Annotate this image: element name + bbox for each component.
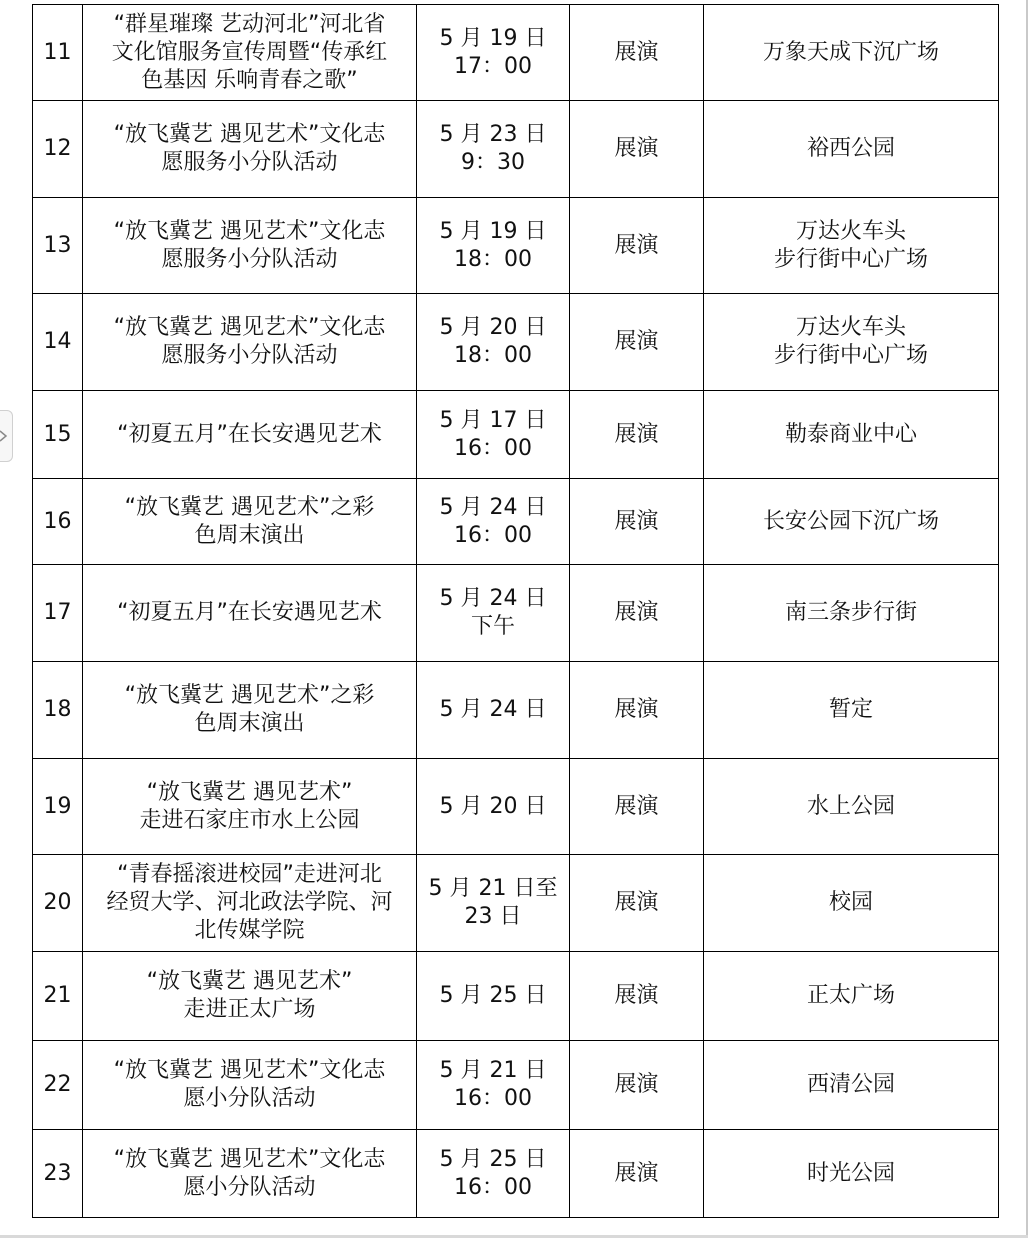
event-time	[417, 565, 570, 662]
event-name	[83, 5, 417, 101]
event-type: 展演	[570, 101, 704, 198]
event-name-line: “放飞冀艺 遇见艺术”文化志	[113, 1058, 386, 1083]
table-row	[33, 1041, 999, 1130]
event-time	[417, 759, 570, 855]
event-name-line: 愿服务小分队活动	[161, 246, 338, 272]
event-venue-line: 校园	[828, 890, 873, 915]
event-name-line: “初夏五月”在长安遇见艺术	[117, 421, 382, 447]
event-name-line: 色基因 乐响青春之歌”	[141, 67, 358, 93]
event-venue	[704, 952, 999, 1041]
table-row	[33, 479, 999, 565]
event-time-line: 5 月 25 日	[439, 983, 547, 1008]
event-name-line: “放飞冀艺 遇见艺术”之彩	[124, 683, 375, 708]
event-name	[83, 1041, 417, 1130]
event-venue	[704, 662, 999, 759]
event-time-line: 16：00	[454, 1174, 532, 1200]
event-name-line: “放飞冀艺 遇见艺术”文化志	[113, 1146, 386, 1172]
event-time-line: 16：00	[454, 522, 532, 548]
event-name-line: 愿小分队活动	[183, 1086, 316, 1111]
event-type: 展演	[570, 952, 704, 1041]
event-name-line: “放飞冀艺 遇见艺术”	[146, 969, 353, 994]
row-number: 19	[33, 759, 83, 855]
event-name-line: “初夏五月”在长安遇见艺术	[117, 600, 382, 625]
event-time	[417, 1041, 570, 1130]
event-time-line: 5 月 20 日	[439, 315, 547, 340]
event-name	[83, 101, 417, 198]
event-type: 展演	[570, 759, 704, 855]
event-venue-line: 万象天成下沉广场	[762, 39, 939, 65]
event-name-line: “放飞冀艺 遇见艺术”文化志	[113, 218, 386, 244]
event-time-line: 5 月 23 日	[439, 122, 547, 147]
event-name-line: 愿服务小分队活动	[161, 343, 338, 368]
event-type: 展演	[570, 1130, 704, 1218]
event-name	[83, 855, 417, 952]
event-venue	[704, 391, 999, 479]
event-name-line: 经贸大学、河北政法学院、河	[106, 890, 393, 915]
event-time-line: 9：30	[461, 150, 525, 175]
event-venue	[704, 5, 999, 101]
event-type: 展演	[570, 662, 704, 759]
event-name-line: 色周末演出	[194, 711, 305, 736]
event-name-line: 北传媒学院	[194, 918, 305, 943]
event-time	[417, 1130, 570, 1218]
event-time-line: 5 月 20 日	[439, 793, 547, 819]
event-venue-line: 正太广场	[806, 983, 895, 1008]
event-venue-line: 暂定	[828, 697, 873, 722]
event-type: 展演	[570, 198, 704, 294]
event-name-line: 色周末演出	[194, 522, 305, 548]
row-number: 11	[33, 5, 83, 101]
table-row	[33, 198, 999, 294]
event-name	[83, 565, 417, 662]
event-name	[83, 662, 417, 759]
row-number: 17	[33, 565, 83, 662]
table-row	[33, 952, 999, 1041]
event-time-line: 5 月 24 日	[439, 494, 547, 520]
event-name	[83, 759, 417, 855]
event-name	[83, 294, 417, 391]
row-number: 12	[33, 101, 83, 198]
event-name-line: 愿服务小分队活动	[161, 150, 338, 175]
table-row	[33, 391, 999, 479]
row-number: 23	[33, 1130, 83, 1218]
table-row	[33, 662, 999, 759]
row-number: 21	[33, 952, 83, 1041]
event-name-line: “放飞冀艺 遇见艺术”	[146, 779, 353, 805]
event-venue	[704, 101, 999, 198]
table-row	[33, 101, 999, 198]
event-venue-line: 勒泰商业中心	[784, 421, 917, 447]
event-time	[417, 662, 570, 759]
table-row	[33, 565, 999, 662]
event-venue	[704, 294, 999, 391]
event-name	[83, 1130, 417, 1218]
chevron-icon	[0, 429, 10, 443]
event-time-line: 5 月 19 日	[439, 25, 547, 51]
event-name	[83, 479, 417, 565]
event-schedule-table	[32, 4, 999, 1218]
event-name	[83, 198, 417, 294]
event-venue-line: 步行街中心广场	[773, 343, 928, 368]
event-venue-line: 西清公园	[806, 1072, 895, 1097]
event-venue	[704, 1130, 999, 1218]
event-name-line: “放飞冀艺 遇见艺术”文化志	[113, 122, 386, 147]
table-row	[33, 5, 999, 101]
event-time-line: 18：00	[454, 246, 532, 272]
event-name-line: “青春摇滚进校园”走进河北	[117, 862, 382, 887]
event-type: 展演	[570, 391, 704, 479]
event-time	[417, 198, 570, 294]
event-venue-line: 万达火车头	[795, 315, 906, 340]
table-row	[33, 1130, 999, 1218]
event-venue	[704, 198, 999, 294]
event-venue-line: 万达火车头	[795, 218, 906, 244]
event-time	[417, 294, 570, 391]
row-number: 13	[33, 198, 83, 294]
event-type: 展演	[570, 1041, 704, 1130]
event-name-line: “放飞冀艺 遇见艺术”之彩	[124, 494, 375, 520]
event-venue-line: 南三条步行街	[784, 600, 917, 625]
event-name-line: 走进正太广场	[183, 997, 316, 1022]
event-time	[417, 479, 570, 565]
event-venue	[704, 759, 999, 855]
event-venue-line: 步行街中心广场	[773, 246, 928, 272]
row-number: 18	[33, 662, 83, 759]
event-time	[417, 5, 570, 101]
event-time-line: 5 月 21 日至	[428, 876, 558, 901]
event-venue	[704, 855, 999, 952]
event-time-line: 5 月 21 日	[439, 1058, 547, 1083]
event-time	[417, 101, 570, 198]
event-time-line: 5 月 19 日	[439, 218, 547, 244]
event-venue-line: 裕西公园	[806, 136, 895, 161]
event-type: 展演	[570, 294, 704, 391]
event-type: 展演	[570, 855, 704, 952]
event-time-line: 5 月 25 日	[439, 1146, 547, 1172]
event-venue	[704, 1041, 999, 1130]
event-type: 展演	[570, 5, 704, 101]
event-time-line: 5 月 24 日	[439, 586, 547, 611]
side-panel-tab[interactable]	[0, 410, 13, 462]
row-number: 20	[33, 855, 83, 952]
table-row	[33, 759, 999, 855]
event-time-line: 5 月 17 日	[439, 407, 547, 433]
event-type: 展演	[570, 565, 704, 662]
event-venue-line: 长安公园下沉广场	[762, 508, 939, 534]
row-number: 15	[33, 391, 83, 479]
row-number: 22	[33, 1041, 83, 1130]
event-time-line: 下午	[470, 614, 515, 639]
event-venue-line: 水上公园	[806, 793, 895, 819]
event-name	[83, 391, 417, 479]
event-name-line: “放飞冀艺 遇见艺术”文化志	[113, 315, 386, 340]
table-row	[33, 294, 999, 391]
event-time	[417, 855, 570, 952]
event-name-line: 愿小分队活动	[183, 1174, 316, 1200]
event-time-line: 17：00	[454, 53, 532, 79]
event-time-line: 5 月 24 日	[439, 697, 547, 722]
event-name	[83, 952, 417, 1041]
event-type: 展演	[570, 479, 704, 565]
row-number: 14	[33, 294, 83, 391]
event-venue-line: 时光公园	[806, 1160, 895, 1186]
event-name-line: 走进石家庄市水上公园	[139, 807, 360, 833]
event-venue	[704, 565, 999, 662]
event-time	[417, 391, 570, 479]
event-name-line: “群星璀璨 艺动河北”河北省	[113, 11, 386, 37]
schedule-body	[33, 5, 999, 1218]
event-time-line: 23 日	[464, 904, 522, 929]
event-time	[417, 952, 570, 1041]
event-venue	[704, 479, 999, 565]
event-name-line: 文化馆服务宣传周暨“传承红	[111, 39, 388, 65]
event-time-line: 18：00	[454, 343, 532, 368]
event-time-line: 16：00	[454, 1086, 532, 1111]
event-time-line: 16：00	[454, 435, 532, 461]
table-row	[33, 855, 999, 952]
row-number: 16	[33, 479, 83, 565]
